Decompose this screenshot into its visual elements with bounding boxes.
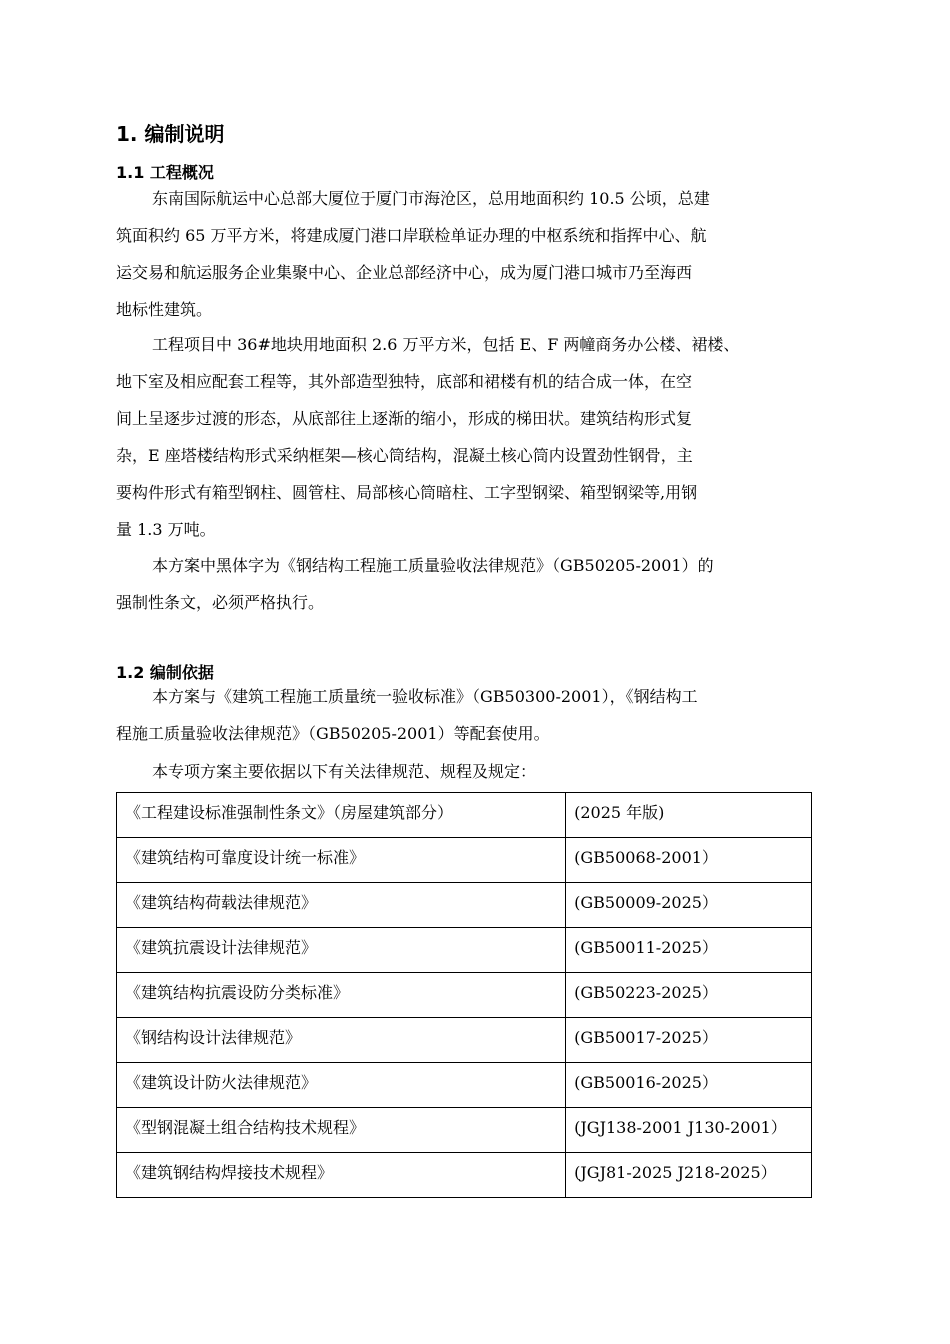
table-row	[117, 1108, 812, 1153]
text-line: 本专项方案主要依据以下有关法律规范、规程及规定：	[152, 762, 537, 781]
standard-code-cell: (GB50068-2001）	[566, 838, 812, 883]
text-line: 地下室及相应配套工程等，其外部造型独特，底部和裙楼有机的结合成一体，在空	[116, 372, 693, 391]
basis-paragraph-1	[116, 678, 816, 752]
basis-paragraph-2	[116, 753, 816, 790]
standard-code-cell: (2025 年版)	[566, 793, 812, 838]
table-row	[117, 1063, 812, 1108]
standard-name-cell: 《钢结构设计法律规范》	[117, 1018, 566, 1063]
text-line: 运交易和航运服务企业集聚中心、企业总部经济中心，成为厦门港口城市乃至海西	[116, 263, 693, 282]
standard-code-cell: (GB50016-2025）	[566, 1063, 812, 1108]
text-line: 本方案中黑体字为《钢结构工程施工质量验收法律规范》（GB50205-2001）的	[152, 556, 714, 575]
overview-paragraph-3	[116, 547, 816, 621]
table-row	[117, 1153, 812, 1198]
standard-name-cell: 《型钢混凝土组合结构技术规程》	[117, 1108, 566, 1153]
standard-name-cell: 《建筑抗震设计法律规范》	[117, 928, 566, 973]
overview-paragraph-1	[116, 180, 816, 328]
standard-name-cell: 《建筑结构荷载法律规范》	[117, 883, 566, 928]
standard-code-cell: (GB50009-2025）	[566, 883, 812, 928]
standard-name-cell: 《建筑钢结构焊接技术规程》	[117, 1153, 566, 1198]
text-line: 要构件形式有箱型钢柱、圆管柱、局部核心筒暗柱、工字型钢梁、箱型钢梁等,用钢	[116, 483, 698, 502]
text-line: 本方案与《建筑工程施工质量统一验收标准》（GB50300-2001），《钢结构工	[152, 687, 698, 706]
table-row	[117, 838, 812, 883]
table-row	[117, 928, 812, 973]
table-row	[117, 1018, 812, 1063]
text-line: 工程项目中 36#地块用地面积 2.6 万平方米，包括 E、F 两幢商务办公楼、裙楼、	[152, 335, 740, 354]
section-1-1-heading: 1.1 工程概况	[116, 163, 214, 182]
standard-code-cell: (JGJ138-2001 J130-2001）	[566, 1108, 812, 1153]
text-line: 量 1.3 万吨。	[116, 520, 216, 539]
standard-code-cell: (GB50011-2025）	[566, 928, 812, 973]
standard-name-cell: 《建筑结构可靠度设计统一标准》	[117, 838, 566, 883]
text-line: 筑面积约 65 万平方米，将建成厦门港口岸联检单证办理的中枢系统和指挥中心、航	[116, 226, 707, 245]
standard-name-cell: 《工程建设标准强制性条文》（房屋建筑部分）	[117, 793, 566, 838]
table-row	[117, 883, 812, 928]
section-1-heading: 1. 编制说明	[116, 122, 225, 146]
standards-table	[116, 792, 812, 1198]
table-row	[117, 793, 812, 838]
text-line: 地标性建筑。	[116, 300, 213, 319]
overview-paragraph-2	[116, 326, 816, 548]
standard-code-cell: (JGJ81-2025 J218-2025）	[566, 1153, 812, 1198]
section-1-2-heading: 1.2 编制依据	[116, 663, 214, 682]
text-line: 间上呈逐步过渡的形态，从底部往上逐渐的缩小，形成的梯田状。建筑结构形式复	[116, 409, 693, 428]
text-line: 东南国际航运中心总部大厦位于厦门市海沧区，总用地面积约 10.5 公顷，总建	[152, 189, 710, 208]
standard-name-cell: 《建筑结构抗震设防分类标准》	[117, 973, 566, 1018]
text-line: 杂，E 座塔楼结构形式采纳框架—核心筒结构，混凝土核心筒内设置劲性钢骨，主	[116, 446, 693, 465]
text-line: 程施工质量验收法律规范》（GB50205-2001）等配套使用。	[116, 724, 550, 743]
standard-name-cell: 《建筑设计防火法律规范》	[117, 1063, 566, 1108]
standard-code-cell: (GB50017-2025）	[566, 1018, 812, 1063]
table-row	[117, 973, 812, 1018]
text-line: 强制性条文，必须严格执行。	[116, 593, 325, 612]
standard-code-cell: (GB50223-2025）	[566, 973, 812, 1018]
